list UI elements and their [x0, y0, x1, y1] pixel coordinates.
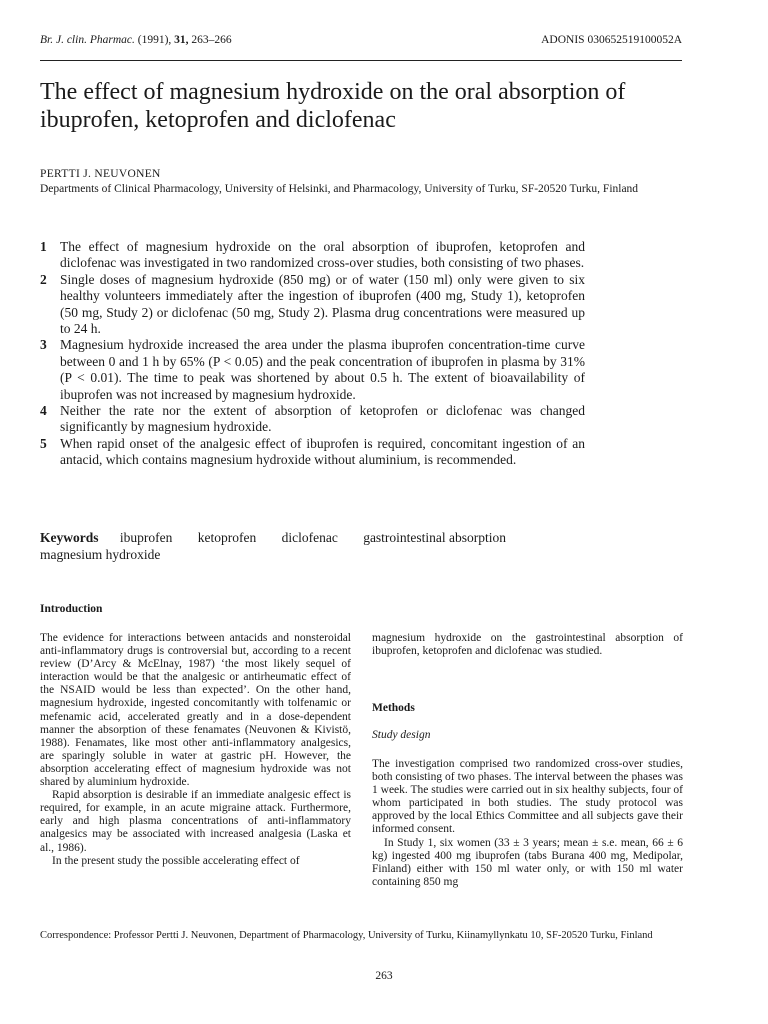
- summary-number: 1: [40, 239, 47, 254]
- summary-number: 2: [40, 271, 47, 287]
- summary-number: 5: [40, 435, 47, 451]
- journal-name: Br. J. clin. Pharmac.: [40, 34, 135, 46]
- citation-pages: 263–266: [191, 34, 232, 46]
- summary-number: 3: [40, 337, 47, 353]
- author-affiliation: Departments of Clinical Pharmacology, University of Helsinki, and Pharmacology, University of Turku, SF-20520 Turku, Finland: [40, 183, 639, 195]
- intro-paragraph: The evidence for interactions between antacids and nonsteroidal anti-inflammatory drugs is controversial but, according to a recent review (D’Arcy & McElnay, 1987) ‘the most likely sequel of interaction would be that the analgesic or antirheumatic effect of the NSAID would be less than expected’. On the other hand, magnesium hydroxide, ingested concomitantly with tolfenamic or mefenamic acid, accelerated greatly and in a dose-dependent manner the absorption of these fenamates (Neuvonen & Kivistö, 1988). Fenamates, like most other anti-inflammatory analgesics, are sparingly soluble in water at gastric pH. However, the absorption accelerating effect of magnesium hydroxide was not shared by aluminium hydroxide.: [40, 632, 351, 789]
- summary-item: [40, 272, 585, 338]
- summary-item: [40, 239, 585, 272]
- summary-item: [40, 403, 585, 436]
- introduction-heading: Introduction: [40, 603, 103, 615]
- methods-paragraph: In Study 1, six women (33 ± 3 years; mean ± s.e. mean, 66 ± 6 kg) ingested 400 mg ibuprofen (tabs Burana 400 mg, Medipolar, Finland) either with 150 ml water only, or with 150 ml water containing 850 mg: [372, 836, 683, 888]
- summary-item: [40, 337, 585, 403]
- author-name: PERTTI J. NEUVONEN: [40, 168, 161, 180]
- methods-body: [372, 758, 683, 889]
- citation: [40, 34, 232, 46]
- article-title: The effect of magnesium hydroxide on the oral absorption of ibuprofen, ketoprofen and diclofenac: [40, 79, 626, 133]
- header-rule: [40, 60, 682, 61]
- summary-text: When rapid onset of the analgesic effect of ibuprofen is required, concomitant ingestion of an antacid, which contains magnesium hydroxide without aluminium, is recommended.: [60, 435, 585, 468]
- methods-paragraph: The investigation comprised two randomized cross-over studies, both consisting of two phases. The interval between the phases was 1 week. The studies were carried out in six healthy subjects, four of whom participated in both studies. The study protocol was approved by the local Ethics Committee and all subjects gave their informed consent.: [372, 758, 683, 836]
- summary-text: Neither the rate nor the extent of absorption of ketoprofen or diclofenac was changed significantly by magnesium hydroxide.: [60, 403, 585, 435]
- keyword: ketoprofen: [197, 530, 257, 545]
- methods-heading: Methods: [372, 702, 415, 714]
- adonis-id: ADONIS 030652519100052A: [541, 34, 682, 46]
- intro-paragraph: In the present study the possible accelerating effect of: [52, 854, 300, 867]
- summary-list: [40, 239, 585, 469]
- keywords: [40, 529, 600, 563]
- intro-paragraph: Rapid absorption is desirable if an immediate analgesic effect is required, for example, in an acute migraine attack. Furthermore, early and high plasma concentrations of anti-inflammatory analgesics may be associated with increased analgesia (Laska et al., 1986).: [40, 789, 351, 854]
- study-design-heading: Study design: [372, 729, 431, 741]
- keyword: magnesium hydroxide: [40, 547, 161, 562]
- introduction-body: [40, 632, 351, 868]
- running-header: [40, 34, 682, 46]
- summary-text: The effect of magnesium hydroxide on the oral absorption of ibuprofen, ketoprofen and diclofenac was investigated in two randomized cross-over studies, both consisting of two phases.: [60, 239, 585, 271]
- keyword: ibuprofen: [119, 530, 173, 545]
- introduction-continued: [372, 632, 683, 658]
- summary-text: Single doses of magnesium hydroxide (850 mg) or of water (150 ml) only were given to six healthy volunteers immediately after the ingestion of ibuprofen (400 mg, Study 1), ketoprofen (50 mg, Study 2) or diclofenac (50 mg, Study 2). Plasma drug concentrations were measured up to 24 h.: [60, 271, 585, 337]
- keyword: diclofenac: [281, 530, 338, 545]
- correspondence-note: Correspondence: Professor Pertti J. Neuvonen, Department of Pharmacology, University of Turku, Kiinamyllynkatu 10, SF-20520 Turku, Finland: [40, 930, 653, 941]
- citation-year: (1991),: [137, 34, 172, 46]
- keywords-label: Keywords: [40, 530, 99, 545]
- citation-volume: 31,: [174, 34, 189, 46]
- keyword: gastrointestinal absorption: [363, 530, 507, 545]
- summary-text: Magnesium hydroxide increased the area under the plasma ibuprofen concentration-time curve between 0 and 1 h by 65% (P < 0.05) and the peak concentration of ibuprofen in plasma by 31% (P < 0.01). The time to peak was shortened by about 0.5 h. The extent of bioavailability of ibuprofen was not increased by magnesium hydroxide.: [60, 337, 585, 402]
- intro-paragraph: magnesium hydroxide on the gastrointestinal absorption of ibuprofen, ketoprofen and diclofenac was studied.: [372, 632, 683, 658]
- summary-item: [40, 436, 585, 469]
- summary-number: 4: [40, 403, 47, 419]
- page-number: 263: [375, 970, 393, 982]
